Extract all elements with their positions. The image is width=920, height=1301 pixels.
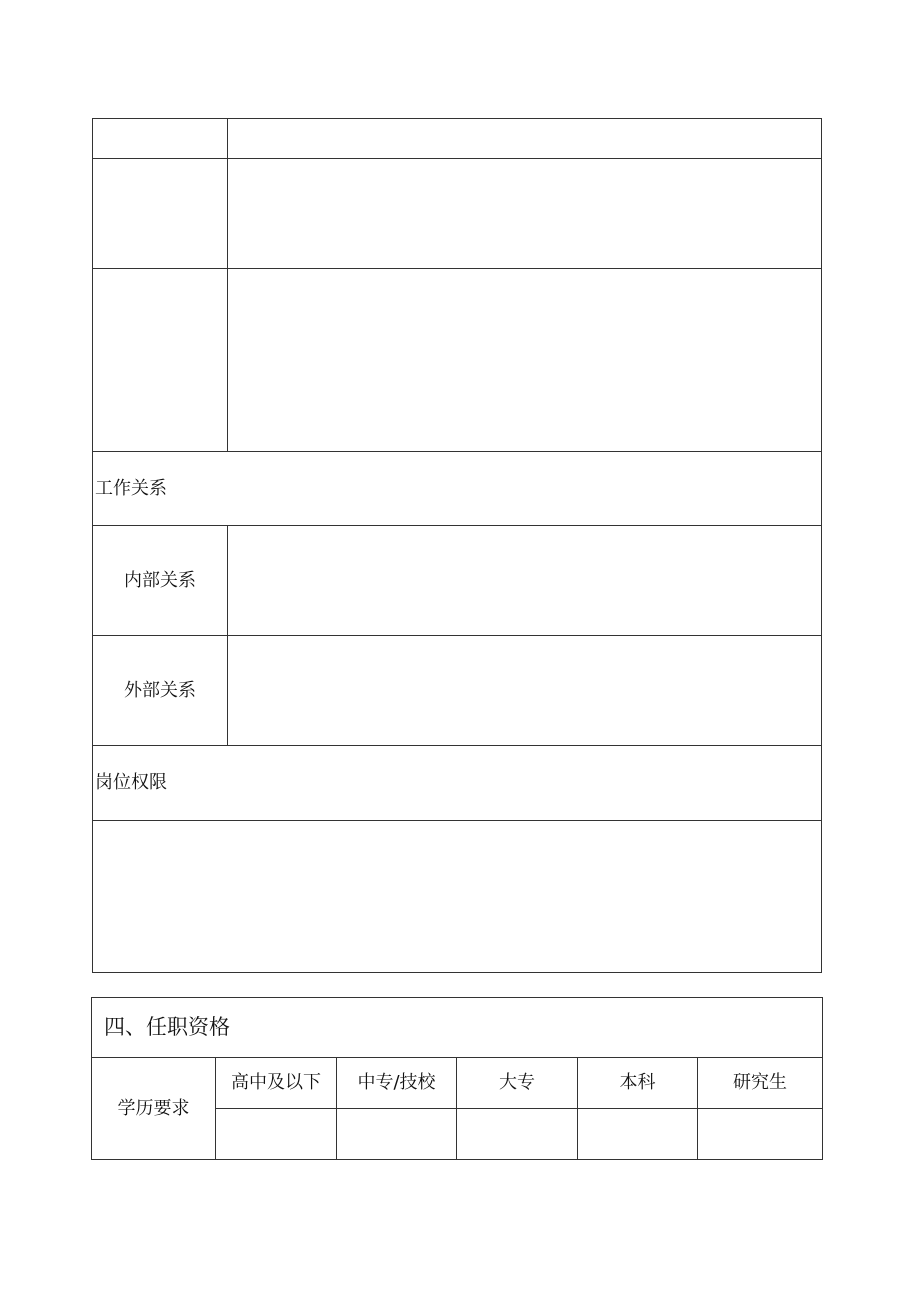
education-value-cell[interactable] [457, 1109, 578, 1160]
external-relations-label: 外部关系 [93, 636, 228, 746]
blank-content-cell[interactable] [228, 269, 822, 452]
education-level-header: 中专/技校 [337, 1058, 457, 1109]
blank-content-cell[interactable] [228, 159, 822, 269]
job-description-table [92, 118, 822, 973]
internal-relations-row [93, 526, 822, 636]
blank-label-cell [93, 119, 228, 159]
blank-content-cell[interactable] [228, 119, 822, 159]
education-value-cell[interactable] [216, 1109, 337, 1160]
education-level-header: 高中及以下 [216, 1058, 337, 1109]
blank-row-3 [93, 269, 822, 452]
internal-relations-label: 内部关系 [93, 526, 228, 636]
education-value-cell[interactable] [337, 1109, 457, 1160]
education-level-header: 研究生 [698, 1058, 823, 1109]
internal-relations-content[interactable] [228, 526, 822, 636]
authority-title: 岗位权限 [93, 746, 822, 821]
education-value-cell[interactable] [578, 1109, 698, 1160]
blank-row-1 [93, 119, 822, 159]
blank-row-2 [93, 159, 822, 269]
authority-content-row [93, 821, 822, 973]
work-relations-title: 工作关系 [93, 452, 822, 526]
qualifications-table [91, 997, 823, 1160]
authority-content[interactable] [93, 821, 822, 973]
education-level-header: 大专 [457, 1058, 578, 1109]
qualifications-section-title: 四、任职资格 [92, 998, 823, 1058]
qualifications-header-row [92, 998, 823, 1058]
education-levels-row [92, 1058, 823, 1109]
work-relations-header-row [93, 452, 822, 526]
education-value-cell[interactable] [698, 1109, 823, 1160]
external-relations-row [93, 636, 822, 746]
blank-label-cell [93, 269, 228, 452]
external-relations-content[interactable] [228, 636, 822, 746]
education-level-header: 本科 [578, 1058, 698, 1109]
blank-label-cell [93, 159, 228, 269]
authority-header-row [93, 746, 822, 821]
education-requirement-label: 学历要求 [92, 1058, 216, 1160]
